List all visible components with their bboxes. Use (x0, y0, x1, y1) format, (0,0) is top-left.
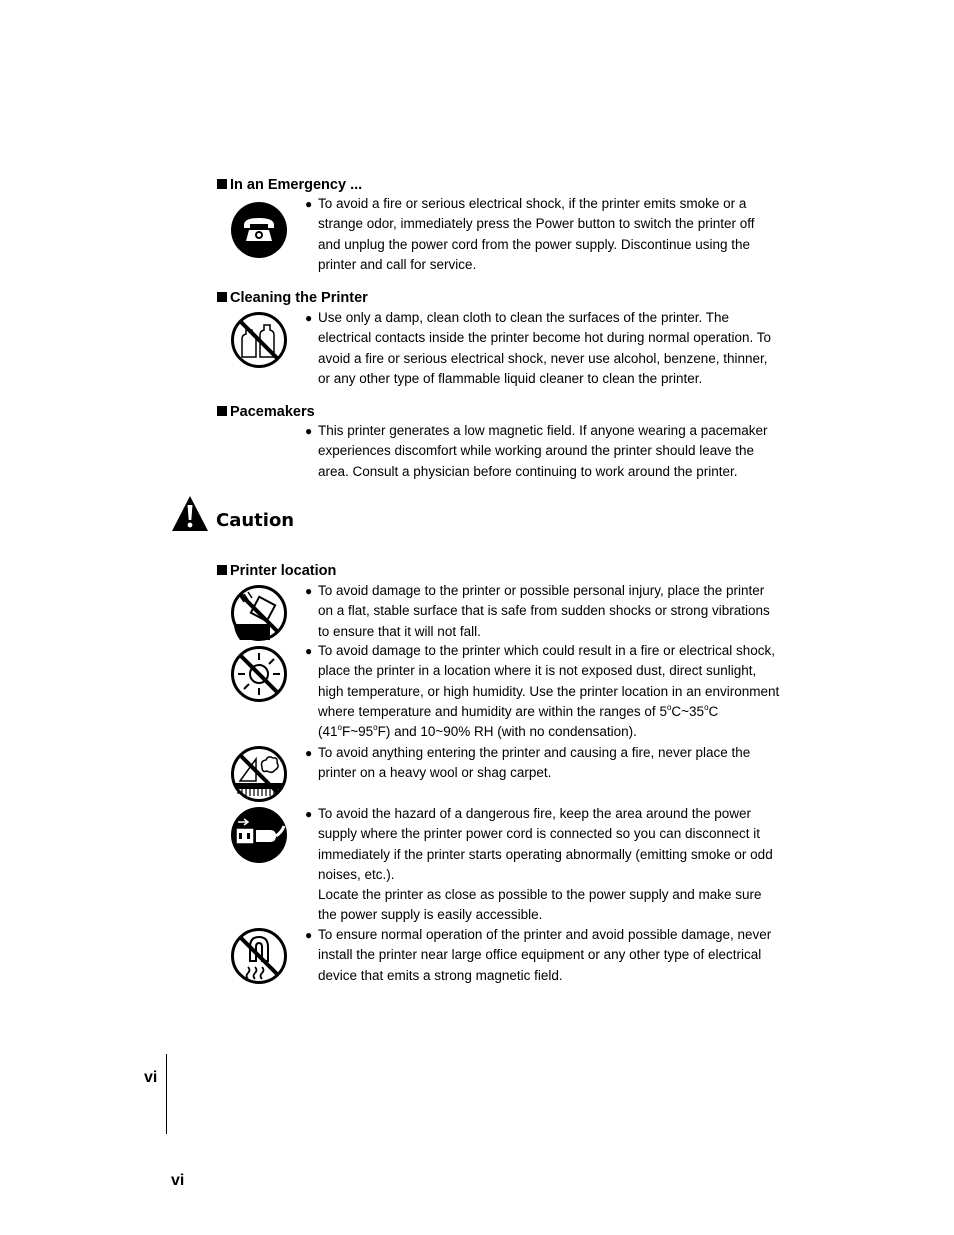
square-bullet-icon (217, 292, 227, 302)
bullet-dot: ● (305, 197, 313, 211)
no-carpet-icon (230, 745, 288, 803)
no-flammable-cleaner-icon (230, 311, 288, 369)
location-title: Printer location (230, 563, 337, 579)
bullet-dot: ● (305, 424, 313, 438)
bullet-dot: ● (305, 584, 313, 598)
location-item-1 (305, 581, 780, 642)
cleaning-title: Cleaning the Printer (230, 290, 368, 306)
degree-mark: o (666, 702, 672, 712)
location-item-3 (305, 743, 780, 784)
emergency-title: In an Emergency ... (230, 177, 363, 193)
telephone-icon (230, 201, 288, 259)
degree-mark: o (337, 723, 342, 733)
pacemakers-text: This printer generates a low magnetic field. If anyone wearing a pacemaker experiences discomfort while working around the printer should leave the area. Consult a physician before continuing to work around the printer. (318, 423, 768, 479)
pacemakers-title: Pacemakers (230, 404, 315, 420)
location-item-5 (305, 925, 780, 986)
location-item-4-note (318, 885, 780, 926)
page-number-margin: vi (144, 1069, 158, 1086)
degree-mark: o (704, 702, 709, 712)
cleaning-heading (217, 289, 368, 307)
temp-value: F~95 (341, 724, 374, 740)
emergency-item (305, 194, 780, 275)
cleaning-text: Use only a damp, clean cloth to clean the surfaces of the printer. The electrical contacts inside the printer become hot during normal operation. To avoid a fire or serious electrical shock, never use alcohol, benzene, thinner, or any other type of flammable liquid cleaner to clean the printer. (318, 310, 772, 386)
square-bullet-icon (217, 179, 227, 189)
bullet-dot: ● (305, 644, 313, 658)
pacemakers-heading (217, 403, 315, 421)
square-bullet-icon (217, 406, 227, 416)
margin-rule (166, 1054, 167, 1134)
emergency-text: To avoid a fire or serious electrical shock, if the printer emits smoke or a strange odor, immediately press the Power button to switch the printer off and unplug the power cord from the power supply. Discontinue using the printer and call for service. (318, 196, 755, 272)
power-plug-icon (230, 806, 288, 864)
location-text-1: To avoid damage to the printer or possible personal injury, place the printer on a flat, stable surface that is safe from sudden shocks or strong vibrations to ensure that it will not fall. (318, 583, 770, 639)
cleaning-item (305, 308, 780, 389)
degree-mark: o (373, 723, 378, 733)
location-text-4: To avoid the hazard of a dangerous fire, keep the area around the power supply where the printer power cord is connected so you can disconnect it immediately if the printer starts operating abnormally (emitting smoke or odd noises, etc.). (318, 806, 773, 882)
temp-value: 5 (659, 703, 667, 719)
location-heading (217, 562, 336, 580)
bullet-dot: ● (305, 746, 313, 760)
caution-title: Caution (216, 510, 295, 531)
page-number-footer: vi (171, 1172, 185, 1189)
no-sunlight-icon (230, 645, 288, 703)
bullet-dot: ● (305, 807, 313, 821)
no-unstable-surface-icon (230, 584, 288, 642)
temp-value: C~35 (671, 703, 705, 719)
bullet-dot: ● (305, 311, 313, 325)
location-text-3: To avoid anything entering the printer and causing a fire, never place the printer on a heavy wool or shag carpet. (318, 745, 751, 781)
temp-value: C (41 (318, 703, 719, 740)
square-bullet-icon (217, 565, 227, 575)
location-text-5: To ensure normal operation of the printer and avoid possible damage, never install the printer near large office equipment or any other type of electrical device that emits a strong magnetic field. (318, 927, 772, 983)
location-item-4 (305, 804, 780, 885)
no-magnetic-field-icon (230, 927, 288, 985)
caution-triangle-icon (171, 495, 209, 532)
location-text-2: To avoid damage to the printer which could result in a fire or electrical shock, place the printer in a location where it is not exposed dust, direct sunlight, high temperature, or high humidity. Use the printer location in an environment where temperature and humidity are within the ranges of (318, 643, 780, 719)
pacemakers-item (305, 421, 780, 482)
humidity-text: F) and 10~90% RH (with no condensation). (377, 724, 637, 740)
emergency-heading (217, 176, 362, 194)
location-text-4-note: Locate the printer as close as possible to the power supply and make sure the power supply is easily accessible. (318, 887, 762, 923)
bullet-dot: ● (305, 928, 313, 942)
location-item-2 (305, 641, 780, 742)
